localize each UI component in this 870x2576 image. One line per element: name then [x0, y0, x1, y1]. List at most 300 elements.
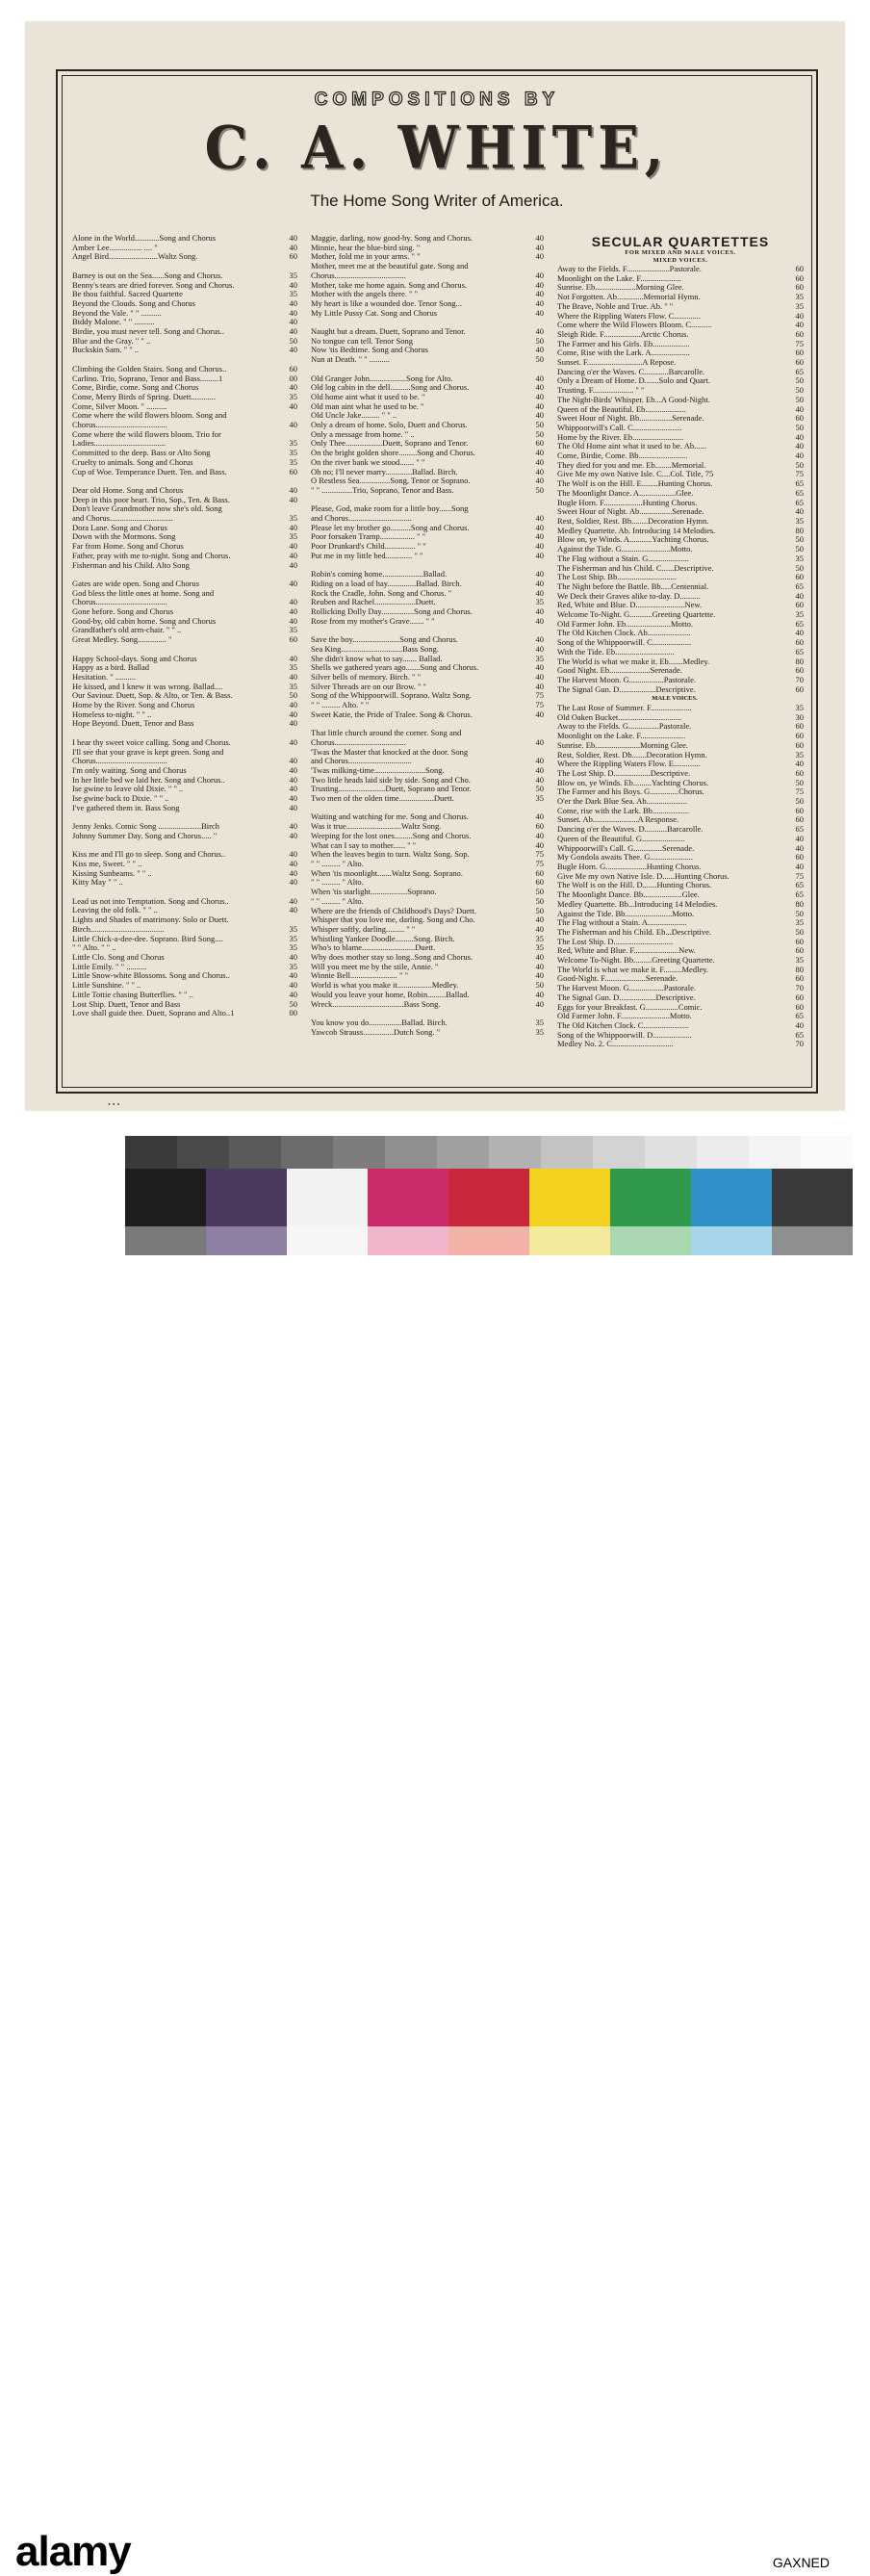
song-price: 35 [795, 956, 804, 966]
song-price: 35 [289, 924, 297, 934]
song-title: and Chorus............................... [311, 514, 412, 524]
song-title: The Wolf is on the Hill. D.......Hunting Chorus. [557, 881, 712, 890]
heading-subtitle: The Home Song Writer of America. [310, 192, 564, 210]
song-entry [72, 290, 297, 299]
song-entry [557, 554, 804, 564]
song-entry [557, 527, 804, 536]
song-title: Only a message from home. " .. [311, 429, 415, 439]
song-entry [72, 935, 297, 944]
song-title: Mother, meet me at the beautiful gate. Song and [311, 262, 469, 271]
song-price: 35 [289, 514, 297, 524]
color-swatch [125, 1169, 206, 1226]
tint-swatch [448, 1226, 529, 1255]
song-entry [72, 524, 297, 533]
song-entry [311, 1018, 544, 1028]
song-title: Dancing o'er the Waves. C............Barcarolle. [557, 367, 705, 376]
song-entry [311, 552, 544, 561]
song-price: 50 [289, 999, 297, 1009]
song-title: Kissing Sunbeams. " " .. [72, 868, 152, 878]
section-spacer [72, 813, 297, 823]
song-entry [311, 663, 544, 673]
song-entry [311, 971, 544, 981]
song-price: 40 [289, 579, 297, 588]
song-entry [311, 710, 544, 720]
song-entry [311, 897, 544, 907]
gray-swatch [801, 1136, 853, 1169]
song-entry [72, 514, 297, 524]
song-price [532, 262, 544, 271]
song-price: 60 [795, 283, 804, 293]
secular-quartettes-title: SECULAR QUARTETTES [591, 234, 770, 249]
song-title: Queen of the Beautiful. G..................... [557, 834, 685, 843]
song-entry [311, 449, 544, 458]
song-price: 50 [535, 981, 544, 991]
song-title: Waiting and watching for me. Song and Chorus. [311, 812, 469, 822]
song-title: Only Thee..................Duett, Soprano and Tenor. [311, 439, 469, 449]
song-title: Old Granger John..................Song for Alto. [311, 374, 453, 383]
song-entry [311, 355, 544, 365]
song-price: 60 [795, 937, 804, 946]
song-entry [311, 598, 544, 607]
song-title: Sea King..............................Bass Song. [311, 644, 439, 654]
song-title: Good-Night. F....................Serenade. [557, 974, 678, 984]
song-entry [311, 271, 544, 281]
song-title: Now 'tis Bedtime. Song and Chorus [311, 346, 428, 355]
song-price: 00 [289, 374, 297, 383]
song-title: The Signal Gun. D..................Descriptive. [557, 992, 696, 1002]
song-title: The Night-Birds' Whisper. Eb...A Good-Night. [557, 395, 710, 404]
song-title: Silver Threads are on our Brow. " " [311, 682, 427, 691]
song-price: 60 [795, 638, 804, 648]
song-entry [72, 318, 297, 327]
song-title: The Brave, Noble and True. Ab. " " [557, 301, 674, 311]
song-price: 35 [795, 301, 804, 311]
song-title: Old home aint what it used to be. " [311, 392, 425, 401]
song-price: 65 [795, 881, 804, 890]
song-entry [72, 337, 297, 347]
song-title: Chorus................................... [72, 421, 167, 430]
song-entry [311, 327, 544, 337]
song-price: 40 [289, 906, 297, 915]
song-title: Cup of Woe. Temperance Duett. Ten. and Bass. [72, 467, 227, 477]
song-price: 40 [795, 760, 804, 769]
song-title: Where the Rippling Waters Flow. E............. [557, 760, 701, 769]
song-price: 35 [289, 934, 297, 943]
song-title: Happy School-days. Song and Chorus [72, 654, 197, 663]
song-title: Little Sunshine. " " .. [72, 981, 141, 991]
color-swatch-column [125, 1169, 206, 1255]
song-price: 40 [289, 598, 297, 607]
song-title: Come where the wild flowers bloom. Trio for [72, 429, 221, 439]
song-entry [557, 1012, 804, 1021]
song-entry [311, 393, 544, 402]
song-price: 35 [289, 457, 297, 467]
song-title: Red, White and Blue. F......................New. [557, 946, 696, 956]
section-spacer [311, 719, 544, 729]
song-title: Down with the Mormons. Song [72, 532, 176, 542]
song-price: 40 [795, 863, 804, 871]
song-entry [311, 421, 544, 430]
song-title: The Harvest Moon. G.................Pastorale. [557, 984, 697, 993]
song-entry [311, 477, 544, 486]
song-price: 60 [289, 467, 297, 477]
song-price: 40 [535, 812, 544, 822]
song-title: Poor forsaken Tramp................. " " [311, 532, 426, 542]
song-price: 60 [795, 601, 804, 610]
song-title: The Flag without a Stain. G.................... [557, 554, 689, 563]
song-price: 40 [289, 551, 297, 560]
song-entry [557, 573, 804, 582]
song-title: I'll see that your grave is kept green. Song and [72, 747, 224, 757]
song-entry [72, 953, 297, 963]
song-title: Johnny Summer Day. Song and Chorus..... " [72, 831, 218, 840]
color-swatch-column [610, 1169, 691, 1255]
song-price: 60 [795, 414, 804, 424]
song-price: 40 [535, 765, 544, 775]
gray-swatch [541, 1136, 593, 1169]
song-entry [311, 691, 544, 701]
song-title: Come, Rise with the Lark. A................... [557, 348, 690, 358]
song-price: 60 [795, 573, 804, 582]
song-title: Gone before. Song and Chorus [72, 607, 174, 617]
song-title: On the river bank we stood....... " " [311, 457, 425, 467]
song-price [286, 589, 297, 599]
song-entry [557, 769, 804, 779]
song-price [792, 694, 804, 704]
song-price: 35 [535, 943, 544, 953]
song-title: Welcome To-Night. G...........Greeting Quartette. [557, 610, 716, 620]
song-entry [311, 1000, 544, 1010]
song-entry [311, 468, 544, 477]
song-entry [311, 860, 544, 869]
song-price: 35 [289, 663, 297, 673]
section-spacer [311, 496, 544, 505]
song-price: 40 [795, 432, 804, 442]
song-entry [557, 386, 804, 396]
song-entry [557, 946, 804, 956]
song-price: 40 [289, 421, 297, 430]
song-entry [557, 405, 804, 415]
song-price: 40 [289, 280, 297, 290]
song-price: 40 [535, 477, 544, 486]
song-price: 60 [795, 666, 804, 676]
song-entry [311, 439, 544, 449]
song-price: 40 [289, 616, 297, 626]
song-title: Grandfather's old arm-chair. " " .. [72, 626, 182, 635]
song-entry [557, 461, 804, 471]
song-price: 40 [795, 451, 804, 461]
song-title: Little Snow-white Blossoms. Song and Chorus.. [72, 971, 230, 981]
song-price: 40 [535, 682, 544, 691]
song-title: Dora Lane. Song and Chorus [72, 523, 167, 532]
song-entry [557, 713, 804, 723]
song-price: 40 [795, 311, 804, 321]
song-entry [557, 376, 804, 386]
song-entry [311, 832, 544, 841]
song-title: The Farmer and his Boys. G..............Chorus. [557, 787, 704, 797]
song-entry [72, 271, 297, 281]
section-spacer [311, 626, 544, 635]
song-price: 40 [795, 1020, 804, 1030]
song-title: Rock the Cradle, John. Song and Chorus. " [311, 588, 452, 598]
song-entry [72, 943, 297, 953]
song-entry [557, 787, 804, 797]
song-price: 40 [535, 840, 544, 850]
inner-border [62, 75, 812, 1088]
song-price: 50 [795, 460, 804, 470]
song-title: Old log cabin in the dell..........Song and Chorus. [311, 383, 470, 393]
song-price: 40 [289, 298, 297, 308]
song-title: Alone in the World............Song and Chorus [72, 234, 217, 243]
song-price: 40 [535, 971, 544, 981]
song-entry [557, 974, 804, 984]
song-price: 40 [535, 588, 544, 598]
song-title: Yawcob Strauss...............Dutch Song. " [311, 1027, 441, 1037]
song-entry [311, 383, 544, 393]
song-entry [72, 244, 297, 253]
color-swatch [287, 1169, 368, 1226]
song-title: Blow on, ye Winds. Eb.........Yachting Chorus. [557, 778, 709, 787]
color-swatch-column [206, 1169, 287, 1255]
song-title: Climbing the Golden Stairs. Song and Chorus.. [72, 364, 227, 374]
song-title: Come, Birdie, Come. Bb........................ [557, 451, 688, 461]
song-title: Dear old Home. Song and Chorus [72, 485, 184, 495]
song-entry [72, 589, 297, 599]
song-title: Lost Ship. Duett, Tenor and Bass [72, 999, 181, 1009]
song-entry [557, 722, 804, 732]
song-title: Where the Rippling Waters Flow. C............. [557, 311, 701, 321]
song-price: 35 [795, 918, 804, 928]
song-entry [311, 935, 544, 944]
song-title: Jenny Jenks. Comic Song .....................Birch [72, 822, 219, 832]
song-title: Biddy Malone. " " .......... [72, 318, 155, 327]
song-price: 40 [289, 654, 297, 663]
song-entry [72, 748, 297, 758]
song-entry [72, 617, 297, 627]
song-entry [557, 312, 804, 322]
song-price: 40 [535, 924, 544, 934]
song-title: Chorus................................... [72, 757, 167, 766]
color-swatch [206, 1169, 287, 1226]
song-title: In her little bed we laid her. Song and Chorus.. [72, 775, 225, 785]
song-entry [311, 878, 544, 888]
color-swatch-column [287, 1169, 368, 1255]
song-title: Old Oaken Bucket............................... [557, 712, 682, 722]
song-title: Where are the friends of Childhood's Days? Duett. [311, 906, 476, 915]
song-price: 50 [289, 336, 297, 346]
song-entry [72, 486, 297, 496]
song-title: Moonlight on the Lake. F.................... [557, 273, 681, 283]
song-title: Committed to the deep. Bass or Alto Song [72, 449, 211, 458]
song-title: " " ...............Trio, Soprano, Tenor and Bass. [311, 485, 454, 495]
song-price: 40 [535, 290, 544, 299]
song-price: 60 [795, 946, 804, 956]
song-title: Was it true...........................Waltz Song. [311, 822, 442, 832]
song-price: 40 [795, 629, 804, 638]
song-entry [72, 963, 297, 972]
song-entry [557, 751, 804, 760]
song-title: The Flag without a Stain. A................... [557, 918, 687, 928]
song-price: 40 [535, 737, 544, 747]
song-title: Come, Birdie, come. Song and Chorus [72, 383, 199, 393]
song-price: 60 [795, 806, 804, 815]
song-price: 40 [535, 514, 544, 524]
song-entry [72, 822, 297, 832]
song-entry [72, 449, 297, 458]
song-entry [557, 881, 804, 890]
section-spacer [311, 804, 544, 813]
song-entry [311, 869, 544, 879]
song-price: 40 [795, 834, 804, 843]
song-price: 40 [795, 321, 804, 330]
song-entry [557, 638, 804, 648]
song-title: Home by the River. Song and Chorus [72, 701, 195, 710]
song-title: Maggie, darling, now good-by. Song and Chorus. [311, 234, 473, 243]
song-title: Whisper softly, darling......... " " [311, 924, 416, 934]
song-price: 50 [795, 376, 804, 386]
song-price: 40 [289, 542, 297, 552]
song-entry [557, 414, 804, 424]
song-price [532, 748, 544, 758]
color-swatch [691, 1169, 772, 1226]
song-entry [311, 748, 544, 758]
song-price: 40 [289, 346, 297, 355]
song-title: My Gondola awaits Thee. G..................... [557, 853, 694, 863]
song-title: Mother with the angels there. " " [311, 290, 419, 299]
song-title: Trusting.......................Duett, Soprano and Tenor. [311, 785, 472, 794]
song-price: 40 [289, 737, 297, 747]
song-title: Nun at Death. " " .......... [311, 355, 391, 365]
song-price: 40 [535, 392, 544, 401]
song-price: 50 [535, 421, 544, 430]
song-title: Blow on, ye Winds. A...........Yachting Chorus. [557, 535, 709, 545]
song-entry [72, 897, 297, 907]
song-price: 40 [289, 831, 297, 840]
song-entry [557, 807, 804, 816]
song-title: I'm only waiting. Song and Chorus [72, 765, 187, 775]
mixed-voices-heading: MIXED VOICES. [652, 257, 708, 264]
song-title: Kiss me, Sweet. " " .. [72, 859, 142, 868]
song-price: 40 [535, 579, 544, 588]
song-entry [557, 499, 804, 508]
song-price: 40 [535, 374, 544, 383]
song-title: " " ......... Alto. " " [311, 701, 370, 710]
song-price: 40 [535, 999, 544, 1009]
song-title: Old Farmer John. F........................Motto. [557, 1012, 692, 1021]
song-entry [557, 470, 804, 479]
song-price: 40 [535, 953, 544, 963]
song-entry [557, 704, 804, 713]
song-price: 35 [795, 704, 804, 713]
song-entry [72, 561, 297, 571]
song-title: Weeping for the lost ones.........Song and Chorus. [311, 831, 472, 840]
song-entry [311, 607, 544, 617]
song-entry [72, 794, 297, 804]
song-price: 40 [535, 298, 544, 308]
song-entry [311, 337, 544, 347]
song-entry [557, 863, 804, 872]
song-entry [557, 966, 804, 975]
song-title: Not Forgotten. Ab.............Memorial Hymn. [557, 293, 701, 302]
song-entry [72, 878, 297, 888]
song-entry [557, 348, 804, 358]
song-price: 40 [535, 616, 544, 626]
song-title: She didn't know what to say....... Ballad. [311, 654, 443, 663]
song-entry [72, 281, 297, 291]
song-title: Medley Quartette. Bb...Introducing 14 Melodies. [557, 899, 718, 909]
song-price: 40 [535, 383, 544, 393]
song-entry [72, 430, 297, 440]
song-price: 35 [795, 516, 804, 526]
song-price: 65 [795, 1030, 804, 1040]
song-price: 50 [795, 395, 804, 404]
song-title: The World is what we make it. F.........Medley. [557, 965, 709, 974]
song-price: 60 [795, 992, 804, 1002]
song-title: They died for you and me. Eb........Memorial. [557, 460, 706, 470]
song-title: Why does mother stay so long..Song and Chorus. [311, 953, 473, 963]
song-price: 40 [289, 971, 297, 981]
song-title: On the bright golden shore.........Song and Chorus. [311, 449, 475, 458]
song-entry [72, 309, 297, 319]
song-title: Winnie Bell....................... " " [311, 971, 409, 981]
song-price: 40 [289, 701, 297, 710]
song-title: My Little Pussy Cat. Song and Chorus [311, 308, 438, 318]
song-entry [311, 290, 544, 299]
song-entry [311, 766, 544, 776]
song-price: 40 [535, 523, 544, 532]
song-title: Little Clo. Song and Chorus [72, 953, 165, 962]
song-title: Against the Tide. Bb.......................Motto. [557, 909, 695, 918]
color-swatch [610, 1169, 691, 1226]
tint-swatch [691, 1226, 772, 1255]
song-price: 40 [289, 672, 297, 682]
song-title: The Fisherman and his Child. C......Descriptive. [557, 563, 714, 573]
song-price: 40 [535, 663, 544, 673]
song-entry [557, 479, 804, 489]
song-entry [311, 252, 544, 262]
secular-subtitle: FOR MIXED AND MALE VOICES. [625, 249, 736, 256]
song-price: 30 [795, 712, 804, 722]
song-title: I hear thy sweet voice calling. Song and Chorus. [72, 737, 231, 747]
song-price: 40 [535, 775, 544, 785]
song-title: The Old Kitchen Clock. C...................... [557, 1020, 689, 1030]
song-title: Come where the wild flowers bloom. Song and [72, 411, 227, 421]
song-price: 40 [795, 507, 804, 517]
section-spacer [72, 729, 297, 738]
song-title: Queen of the Beautiful. Eb.................... [557, 404, 686, 414]
song-title: Please let my brother go..........Song and Chorus. [311, 523, 470, 532]
song-entry [72, 607, 297, 617]
song-entry [311, 991, 544, 1000]
song-title: The Lost Ship. D..................Descriptive. [557, 768, 691, 778]
song-entry [311, 841, 544, 851]
song-entry [72, 991, 297, 1000]
song-price: 60 [535, 868, 544, 878]
song-title: Happy as a bird. Ballad [72, 663, 150, 673]
song-title: Carlino. Trio, Soprano, Tenor and Bass.........1 [72, 374, 223, 383]
song-entry [72, 673, 297, 683]
song-entry [557, 900, 804, 910]
gray-scale-strip [125, 1136, 853, 1169]
song-title: Little Tottie chasing Butterflies. " " .. [72, 990, 193, 999]
song-title: Angel Bird........................Waltz Song. [72, 252, 198, 262]
song-entry [311, 655, 544, 664]
song-title: The Night before the Battle. Bb.....Centennial. [557, 581, 709, 591]
song-price: 35 [289, 962, 297, 971]
song-entry [72, 860, 297, 869]
quartette-list [557, 265, 804, 1049]
song-price: 60 [795, 768, 804, 778]
